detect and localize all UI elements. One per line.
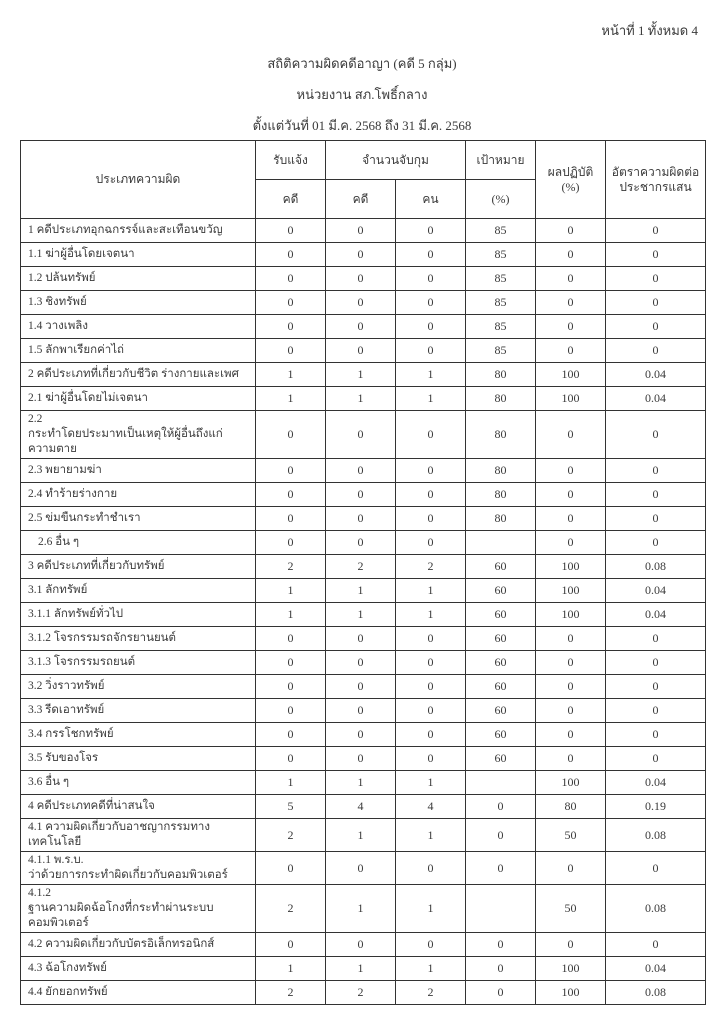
rate-cell: 0 — [606, 531, 706, 555]
report-unit: หน่วยงาน สภ.โพธิ์กลาง — [296, 87, 428, 102]
arrest-cases-cell: 0 — [326, 852, 396, 885]
arrest-cases-cell: 4 — [326, 795, 396, 819]
arrest-cases-cell: 0 — [326, 219, 396, 243]
target-cell: 60 — [466, 651, 536, 675]
arrest-persons-cell: 0 — [396, 699, 466, 723]
arrest-cases-cell: 1 — [326, 885, 396, 933]
performance-cell: 100 — [536, 957, 606, 981]
performance-cell: 0 — [536, 411, 606, 459]
table-row — [21, 339, 706, 363]
offense-type-cell: 3.5 รับของโจร — [21, 747, 256, 771]
arrest-cases-cell: 0 — [326, 459, 396, 483]
offense-type-cell: 1 คดีประเภทอุกฉกรรจ์และสะเทือนขวัญ — [21, 219, 256, 243]
target-cell: 60 — [466, 723, 536, 747]
performance-cell: 0 — [536, 339, 606, 363]
performance-cell: 0 — [536, 291, 606, 315]
rate-cell: 0 — [606, 483, 706, 507]
offense-type-cell: 3.4 กรรโชกทรัพย์ — [21, 723, 256, 747]
rate-cell: 0.04 — [606, 957, 706, 981]
arrest-persons-cell: 0 — [396, 651, 466, 675]
target-cell: 85 — [466, 291, 536, 315]
performance-cell: 0 — [536, 219, 606, 243]
col-arrest-cases: คดี — [326, 180, 396, 219]
performance-cell: 0 — [536, 483, 606, 507]
arrest-persons-cell: 0 — [396, 507, 466, 531]
performance-cell: 0 — [536, 651, 606, 675]
page-number: หน้าที่ 1 ทั้งหมด 4 — [601, 23, 698, 38]
offense-type-cell: 3.6 อื่น ๆ — [21, 771, 256, 795]
arrest-persons-cell: 1 — [396, 819, 466, 852]
target-cell — [466, 885, 536, 933]
target-cell: 0 — [466, 852, 536, 885]
report-title: สถิติความผิดคดีอาญา (คดี 5 กลุ่ม) — [267, 56, 457, 71]
arrest-persons-cell: 4 — [396, 795, 466, 819]
target-cell: 60 — [466, 675, 536, 699]
offense-type-cell: 4 คดีประเภทคดีที่น่าสนใจ — [21, 795, 256, 819]
reported-cases-cell: 1 — [256, 603, 326, 627]
rate-cell: 0 — [606, 219, 706, 243]
table-row — [21, 627, 706, 651]
target-cell: 60 — [466, 747, 536, 771]
table-row — [21, 243, 706, 267]
arrest-cases-cell: 0 — [326, 339, 396, 363]
performance-cell: 0 — [536, 747, 606, 771]
offense-type-cell: 3.1 ลักทรัพย์ — [21, 579, 256, 603]
rate-cell: 0.08 — [606, 555, 706, 579]
table-row — [21, 531, 706, 555]
reported-cases-cell: 5 — [256, 795, 326, 819]
rate-cell: 0 — [606, 291, 706, 315]
arrest-cases-cell: 1 — [326, 363, 396, 387]
col-arrest-persons: คน — [396, 180, 466, 219]
performance-cell: 0 — [536, 267, 606, 291]
target-cell: 85 — [466, 315, 536, 339]
offense-type-cell: 1.4 วางเพลิง — [21, 315, 256, 339]
rate-cell: 0 — [606, 651, 706, 675]
target-cell: 80 — [466, 507, 536, 531]
reported-cases-cell: 1 — [256, 387, 326, 411]
arrest-persons-cell: 0 — [396, 627, 466, 651]
table-row — [21, 219, 706, 243]
offense-type-cell: 1.5 ลักพาเรียกค่าไถ่ — [21, 339, 256, 363]
arrest-cases-cell: 1 — [326, 387, 396, 411]
table-row — [21, 603, 706, 627]
target-cell: 80 — [466, 483, 536, 507]
target-cell: 80 — [466, 363, 536, 387]
target-cell: 80 — [466, 459, 536, 483]
col-performance: ผลปฏิบัติ (%) — [536, 141, 606, 219]
table-row — [21, 933, 706, 957]
arrest-persons-cell: 0 — [396, 219, 466, 243]
performance-cell: 100 — [536, 363, 606, 387]
target-cell — [466, 531, 536, 555]
reported-cases-cell: 0 — [256, 651, 326, 675]
arrest-persons-cell: 0 — [396, 675, 466, 699]
performance-cell: 100 — [536, 387, 606, 411]
arrest-persons-cell: 0 — [396, 933, 466, 957]
arrest-persons-cell: 0 — [396, 723, 466, 747]
performance-cell: 0 — [536, 723, 606, 747]
arrest-cases-cell: 0 — [326, 243, 396, 267]
arrest-persons-cell: 1 — [396, 363, 466, 387]
offense-type-cell: 3.2 วิ่งราวทรัพย์ — [21, 675, 256, 699]
offense-type-cell: 3.1.3 โจรกรรมรถยนต์ — [21, 651, 256, 675]
col-offense-type: ประเภทความผิด — [21, 141, 256, 219]
offense-type-cell: 4.1.1 พ.ร.บ. ว่าด้วยการกระทำผิดเกี่ยวกับคอมพิวเตอร์ — [21, 852, 256, 885]
rate-cell: 0.04 — [606, 363, 706, 387]
performance-cell: 0 — [536, 933, 606, 957]
arrest-persons-cell: 1 — [396, 885, 466, 933]
table-row — [21, 483, 706, 507]
reported-cases-cell: 0 — [256, 291, 326, 315]
rate-cell: 0 — [606, 243, 706, 267]
table-row — [21, 267, 706, 291]
target-cell: 60 — [466, 627, 536, 651]
offense-type-cell: 2.3 พยายามฆ่า — [21, 459, 256, 483]
table-row — [21, 411, 706, 459]
performance-cell: 0 — [536, 852, 606, 885]
table-row — [21, 579, 706, 603]
target-cell: 0 — [466, 981, 536, 1005]
table-row — [21, 555, 706, 579]
table-row — [21, 699, 706, 723]
arrest-persons-cell: 1 — [396, 579, 466, 603]
offense-type-cell: 1.1 ฆ่าผู้อื่นโดยเจตนา — [21, 243, 256, 267]
rate-cell: 0 — [606, 507, 706, 531]
rate-cell: 0 — [606, 852, 706, 885]
arrest-persons-cell: 1 — [396, 387, 466, 411]
arrest-persons-cell: 2 — [396, 981, 466, 1005]
reported-cases-cell: 0 — [256, 933, 326, 957]
offense-type-cell: 2 คดีประเภทที่เกี่ยวกับชีวิต ร่างกายและเพศ — [21, 363, 256, 387]
arrest-persons-cell: 1 — [396, 603, 466, 627]
arrest-persons-cell: 0 — [396, 267, 466, 291]
rate-cell: 0 — [606, 315, 706, 339]
arrest-cases-cell: 1 — [326, 771, 396, 795]
arrest-persons-cell: 0 — [396, 291, 466, 315]
target-cell: 85 — [466, 219, 536, 243]
arrest-persons-cell: 0 — [396, 339, 466, 363]
performance-cell: 0 — [536, 315, 606, 339]
table-row — [21, 675, 706, 699]
reported-cases-cell: 0 — [256, 699, 326, 723]
performance-cell: 0 — [536, 699, 606, 723]
rate-cell: 0 — [606, 675, 706, 699]
reported-cases-cell: 0 — [256, 459, 326, 483]
target-cell: 0 — [466, 795, 536, 819]
reported-cases-cell: 0 — [256, 627, 326, 651]
offense-type-cell: 3 คดีประเภทที่เกี่ยวกับทรัพย์ — [21, 555, 256, 579]
reported-cases-cell: 2 — [256, 819, 326, 852]
crime-stats-table — [20, 140, 706, 1005]
performance-cell: 0 — [536, 531, 606, 555]
performance-cell: 50 — [536, 885, 606, 933]
arrest-cases-cell: 0 — [326, 411, 396, 459]
arrest-persons-cell: 0 — [396, 483, 466, 507]
reported-cases-cell: 0 — [256, 507, 326, 531]
arrest-cases-cell: 0 — [326, 291, 396, 315]
arrest-cases-cell: 0 — [326, 483, 396, 507]
reported-cases-cell: 1 — [256, 363, 326, 387]
col-reported: รับแจ้ง — [256, 141, 326, 180]
rate-cell: 0.04 — [606, 579, 706, 603]
table-row — [21, 885, 706, 933]
table-row — [21, 819, 706, 852]
performance-cell: 100 — [536, 555, 606, 579]
performance-cell: 100 — [536, 981, 606, 1005]
table-row — [21, 981, 706, 1005]
rate-cell: 0 — [606, 747, 706, 771]
rate-cell: 0 — [606, 411, 706, 459]
arrest-cases-cell: 0 — [326, 507, 396, 531]
target-cell: 60 — [466, 603, 536, 627]
table-row — [21, 387, 706, 411]
offense-type-cell: 4.2 ความผิดเกี่ยวกับบัตรอิเล็กทรอนิกส์ — [21, 933, 256, 957]
reported-cases-cell: 0 — [256, 339, 326, 363]
table-row — [21, 651, 706, 675]
rate-cell: 0.19 — [606, 795, 706, 819]
offense-type-cell: 4.4 ยักยอกทรัพย์ — [21, 981, 256, 1005]
arrest-persons-cell: 0 — [396, 459, 466, 483]
arrest-persons-cell: 0 — [396, 747, 466, 771]
reported-cases-cell: 2 — [256, 981, 326, 1005]
reported-cases-cell: 0 — [256, 219, 326, 243]
rate-cell: 0.04 — [606, 771, 706, 795]
table-row — [21, 459, 706, 483]
table-row — [21, 723, 706, 747]
offense-type-cell: 2.1 ฆ่าผู้อื่นโดยไม่เจตนา — [21, 387, 256, 411]
arrest-persons-cell: 0 — [396, 315, 466, 339]
performance-cell: 0 — [536, 675, 606, 699]
arrest-cases-cell: 1 — [326, 579, 396, 603]
target-cell: 0 — [466, 933, 536, 957]
arrest-cases-cell: 1 — [326, 819, 396, 852]
rate-cell: 0 — [606, 723, 706, 747]
rate-cell: 0 — [606, 699, 706, 723]
arrest-cases-cell: 0 — [326, 723, 396, 747]
performance-cell: 100 — [536, 579, 606, 603]
offense-type-cell: 2.2 กระทำโดยประมาทเป็นเหตุให้ผู้อื่นถึงแก่ความตาย — [21, 411, 256, 459]
target-cell: 85 — [466, 339, 536, 363]
rate-cell: 0.04 — [606, 387, 706, 411]
rate-cell: 0 — [606, 459, 706, 483]
target-cell: 0 — [466, 957, 536, 981]
reported-cases-cell: 2 — [256, 885, 326, 933]
offense-type-cell: 2.4 ทำร้ายร่างกาย — [21, 483, 256, 507]
table-row — [21, 771, 706, 795]
reported-cases-cell: 0 — [256, 243, 326, 267]
arrest-persons-cell: 1 — [396, 957, 466, 981]
rate-cell: 0.08 — [606, 885, 706, 933]
offense-type-cell: 3.1.2 โจรกรรมรถจักรยานยนต์ — [21, 627, 256, 651]
reported-cases-cell: 0 — [256, 315, 326, 339]
performance-cell: 0 — [536, 627, 606, 651]
table-row — [21, 363, 706, 387]
table-row — [21, 852, 706, 885]
performance-cell: 0 — [536, 507, 606, 531]
offense-type-cell: 3.3 รีดเอาทรัพย์ — [21, 699, 256, 723]
table-row — [21, 747, 706, 771]
offense-type-cell: 1.3 ชิงทรัพย์ — [21, 291, 256, 315]
reported-cases-cell: 0 — [256, 483, 326, 507]
reported-cases-cell: 0 — [256, 747, 326, 771]
table-header — [21, 141, 706, 219]
arrest-persons-cell: 0 — [396, 852, 466, 885]
rate-cell: 0.08 — [606, 981, 706, 1005]
target-cell: 0 — [466, 819, 536, 852]
reported-cases-cell: 0 — [256, 675, 326, 699]
arrest-persons-cell: 1 — [396, 771, 466, 795]
offense-type-cell: 3.1.1 ลักทรัพย์ทั่วไป — [21, 603, 256, 627]
reported-cases-cell: 0 — [256, 531, 326, 555]
target-cell: 60 — [466, 579, 536, 603]
arrest-cases-cell: 0 — [326, 933, 396, 957]
arrest-cases-cell: 0 — [326, 315, 396, 339]
performance-cell: 0 — [536, 243, 606, 267]
target-cell: 80 — [466, 387, 536, 411]
table-row — [21, 795, 706, 819]
reported-cases-cell: 1 — [256, 771, 326, 795]
rate-cell: 0.04 — [606, 603, 706, 627]
col-target-pct: (%) — [466, 180, 536, 219]
target-cell: 60 — [466, 699, 536, 723]
rate-cell: 0 — [606, 267, 706, 291]
rate-cell: 0 — [606, 627, 706, 651]
offense-type-cell: 2.6 อื่น ๆ — [21, 531, 256, 555]
performance-cell: 50 — [536, 819, 606, 852]
performance-cell: 0 — [536, 459, 606, 483]
offense-type-cell: 4.1 ความผิดเกี่ยวกับอาชญากรรมทางเทคโนโลยี — [21, 819, 256, 852]
arrest-persons-cell: 0 — [396, 411, 466, 459]
table-row — [21, 291, 706, 315]
reported-cases-cell: 1 — [256, 957, 326, 981]
arrest-cases-cell: 1 — [326, 957, 396, 981]
arrest-cases-cell: 0 — [326, 699, 396, 723]
reported-cases-cell: 1 — [256, 579, 326, 603]
col-arrests: จำนวนจับกุม — [326, 141, 466, 180]
arrest-persons-cell: 2 — [396, 555, 466, 579]
offense-type-cell: 2.5 ข่มขืนกระทำชำเรา — [21, 507, 256, 531]
report-header — [0, 56, 724, 149]
arrest-cases-cell: 0 — [326, 267, 396, 291]
arrest-cases-cell: 0 — [326, 675, 396, 699]
target-cell: 60 — [466, 555, 536, 579]
performance-cell: 100 — [536, 771, 606, 795]
arrest-persons-cell: 0 — [396, 531, 466, 555]
reported-cases-cell: 0 — [256, 267, 326, 291]
arrest-cases-cell: 1 — [326, 603, 396, 627]
offense-type-cell: 4.1.2 ฐานความผิดฉ้อโกงที่กระทำผ่านระบบคอมพิวเตอร์ — [21, 885, 256, 933]
arrest-cases-cell: 0 — [326, 627, 396, 651]
table-row — [21, 507, 706, 531]
target-cell: 85 — [466, 243, 536, 267]
arrest-cases-cell: 0 — [326, 531, 396, 555]
table-row — [21, 957, 706, 981]
reported-cases-cell: 0 — [256, 411, 326, 459]
arrest-persons-cell: 0 — [396, 243, 466, 267]
col-reported-cases: คดี — [256, 180, 326, 219]
target-cell — [466, 771, 536, 795]
arrest-cases-cell: 2 — [326, 981, 396, 1005]
rate-cell: 0.08 — [606, 819, 706, 852]
col-target: เป้าหมาย — [466, 141, 536, 180]
target-cell: 80 — [466, 411, 536, 459]
reported-cases-cell: 2 — [256, 555, 326, 579]
arrest-cases-cell: 0 — [326, 747, 396, 771]
table-body — [21, 219, 706, 1005]
table-row — [21, 315, 706, 339]
rate-cell: 0 — [606, 933, 706, 957]
target-cell: 85 — [466, 267, 536, 291]
performance-cell: 100 — [536, 603, 606, 627]
reported-cases-cell: 0 — [256, 723, 326, 747]
arrest-cases-cell: 0 — [326, 651, 396, 675]
rate-cell: 0 — [606, 339, 706, 363]
col-rate: อัตราความผิดต่อประชากรแสน — [606, 141, 706, 219]
offense-type-cell: 4.3 ฉ้อโกงทรัพย์ — [21, 957, 256, 981]
performance-cell: 80 — [536, 795, 606, 819]
offense-type-cell: 1.2 ปล้นทรัพย์ — [21, 267, 256, 291]
report-date-range: ตั้งแต่วันที่ 01 มี.ค. 2568 ถึง 31 มี.ค. 2568 — [252, 118, 472, 133]
reported-cases-cell: 0 — [256, 852, 326, 885]
arrest-cases-cell: 2 — [326, 555, 396, 579]
